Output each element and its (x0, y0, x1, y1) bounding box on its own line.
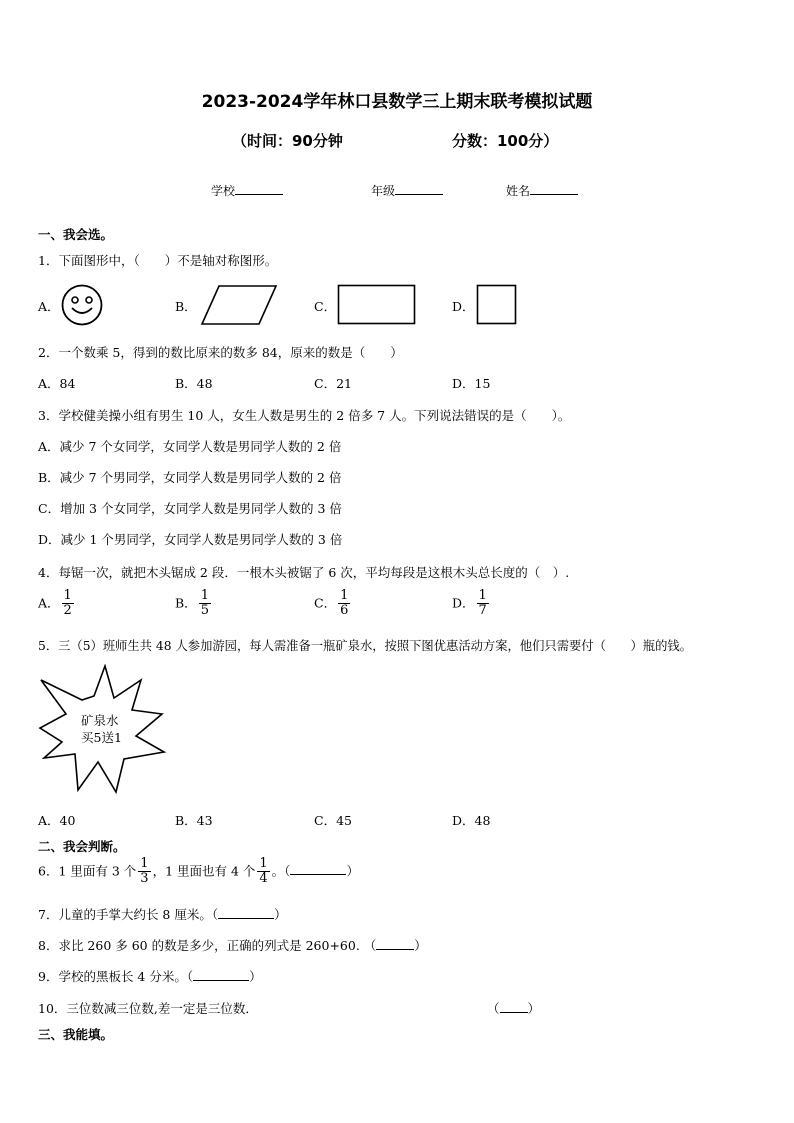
q3-option-c: C．增加 3 个女同学，女同学人数是男同学人数的 3 倍 (38, 501, 342, 516)
q1-option-a: A． (38, 299, 60, 314)
question-2: 2．一个数乘 5，得到的数比原来的数多 84，原来的数是（ ） (38, 345, 403, 360)
school-field (211, 181, 283, 199)
q2-option-c: C．21 (314, 376, 352, 391)
denominator: 7 (478, 603, 487, 619)
q4-option-c (314, 589, 352, 619)
q10-open: （ (487, 1001, 500, 1016)
smiley-face-icon (60, 283, 104, 327)
q6-answer-blank[interactable] (290, 862, 346, 875)
burst-text-line2: 买5送1 (81, 730, 122, 745)
burst-text-line1: 矿泉水 (81, 713, 119, 728)
denominator: 2 (63, 603, 72, 619)
q6-text-1: 6．1 里面有 3 个 (38, 863, 137, 879)
name-label: 姓名 (506, 184, 531, 198)
parallelogram-icon (199, 284, 279, 326)
q9-text: 9．学校的黑板长 4 分米。（ (38, 969, 194, 984)
section-heading-3: 三、我能填。 (38, 1027, 114, 1042)
question-10: 10．三位数减三位数,差一定是三位数． (38, 1001, 258, 1016)
q1-option-b: B． (175, 299, 197, 314)
square-icon (476, 284, 518, 326)
question-4: 4．每锯一次，就把木头锯成 2 段．一根木头被锯了 6 次，平均每段是这根木头总长度的（ ）. (38, 565, 570, 580)
q4-option-a (38, 589, 76, 619)
denominator: 4 (259, 871, 268, 887)
q2-option-b: B．48 (175, 376, 213, 391)
school-blank[interactable] (235, 181, 283, 195)
grade-field (371, 181, 443, 199)
q5-option-c: C．45 (314, 813, 352, 828)
q3-option-a: A．减少 7 个女同学，女同学人数是男同学人数的 2 倍 (38, 439, 342, 454)
question-5: 5．三（5）班师生共 48 人参加游园，每人需准备一瓶矿泉水，按照下图优惠活动方案，他们只需要付（ ）瓶的钱。 (38, 639, 692, 653)
fraction-one-sixth (338, 589, 350, 619)
page-title: 2023-2024学年林口县数学三上期末联考模拟试题 (201, 92, 593, 112)
exam-score: 分数：100分） (452, 132, 559, 150)
fraction-one-half (62, 589, 74, 619)
q2-option-d: D．15 (452, 376, 491, 391)
question-9 (38, 967, 262, 985)
q4-option-a-label: A． (38, 595, 60, 611)
q4-option-d (452, 589, 491, 619)
q10-answer-blank[interactable] (500, 1000, 528, 1013)
q6-text-2: ，1 里面也有 4 个 (152, 863, 256, 879)
numerator: 1 (140, 856, 149, 871)
name-field (506, 181, 578, 199)
q7-text: 7．儿童的手掌大约长 8 厘米。（ (38, 907, 219, 922)
q5-option-b: B．43 (175, 813, 213, 828)
q4-option-c-label: C． (314, 595, 337, 611)
fraction-one-fifth (199, 589, 211, 619)
section-heading-2: 二、我会判断。 (38, 839, 126, 854)
grade-label: 年级 (371, 184, 396, 198)
denominator: 3 (140, 871, 149, 887)
exam-time: （时间：90分钟 (232, 132, 343, 150)
q3-option-d: D．减少 1 个男同学，女同学人数是男同学人数的 3 倍 (38, 532, 343, 547)
fraction-one-third (138, 857, 150, 887)
q10-close: ） (527, 1001, 541, 1016)
q5-option-d: D．48 (452, 813, 491, 828)
q10-answer (487, 999, 540, 1017)
school-label: 学校 (211, 184, 236, 198)
q3-option-b: B．减少 7 个男同学，女同学人数是男同学人数的 2 倍 (38, 470, 342, 485)
q5-option-a: A．40 (38, 813, 76, 828)
question-8 (38, 936, 427, 954)
grade-blank[interactable] (395, 181, 443, 195)
fraction-one-seventh (477, 589, 489, 619)
q6-text-3: 。（ (271, 863, 291, 879)
q7-close: ） (274, 907, 287, 922)
q9-close: ） (249, 969, 262, 984)
q9-answer-blank[interactable] (193, 968, 249, 981)
numerator: 1 (200, 588, 209, 603)
q8-answer-blank[interactable] (376, 937, 414, 950)
numerator: 1 (63, 588, 72, 603)
name-blank[interactable] (530, 181, 578, 195)
question-7 (38, 905, 287, 923)
q8-close: ） (414, 938, 427, 953)
question-3: 3．学校健美操小组有男生 10 人，女生人数是男生的 2 倍多 7 人。下列说法错误的是（ ）。 (38, 408, 571, 423)
denominator: 6 (340, 603, 349, 619)
question-6 (38, 857, 359, 887)
q1-option-c: C． (314, 299, 337, 314)
q4-option-b (175, 589, 213, 619)
denominator: 5 (200, 603, 209, 619)
q2-option-a: A．84 (38, 376, 76, 391)
rectangle-icon (337, 284, 417, 326)
numerator: 1 (478, 588, 487, 603)
numerator: 1 (340, 588, 349, 603)
q6-text-4: ） (346, 863, 359, 879)
fraction-one-quarter (257, 857, 269, 887)
q7-answer-blank[interactable] (218, 906, 274, 919)
q4-option-b-label: B． (175, 595, 197, 611)
q4-option-d-label: D． (452, 595, 475, 611)
question-1: 1．下面图形中，（ ）不是轴对称图形。 (38, 253, 278, 268)
q1-option-d: D． (452, 299, 475, 314)
q8-text: 8．求比 260 多 60 的数是多少，正确的列式是 260+60. （ (38, 938, 377, 953)
numerator: 1 (259, 856, 268, 871)
section-heading-1: 一、我会选。 (38, 227, 114, 242)
